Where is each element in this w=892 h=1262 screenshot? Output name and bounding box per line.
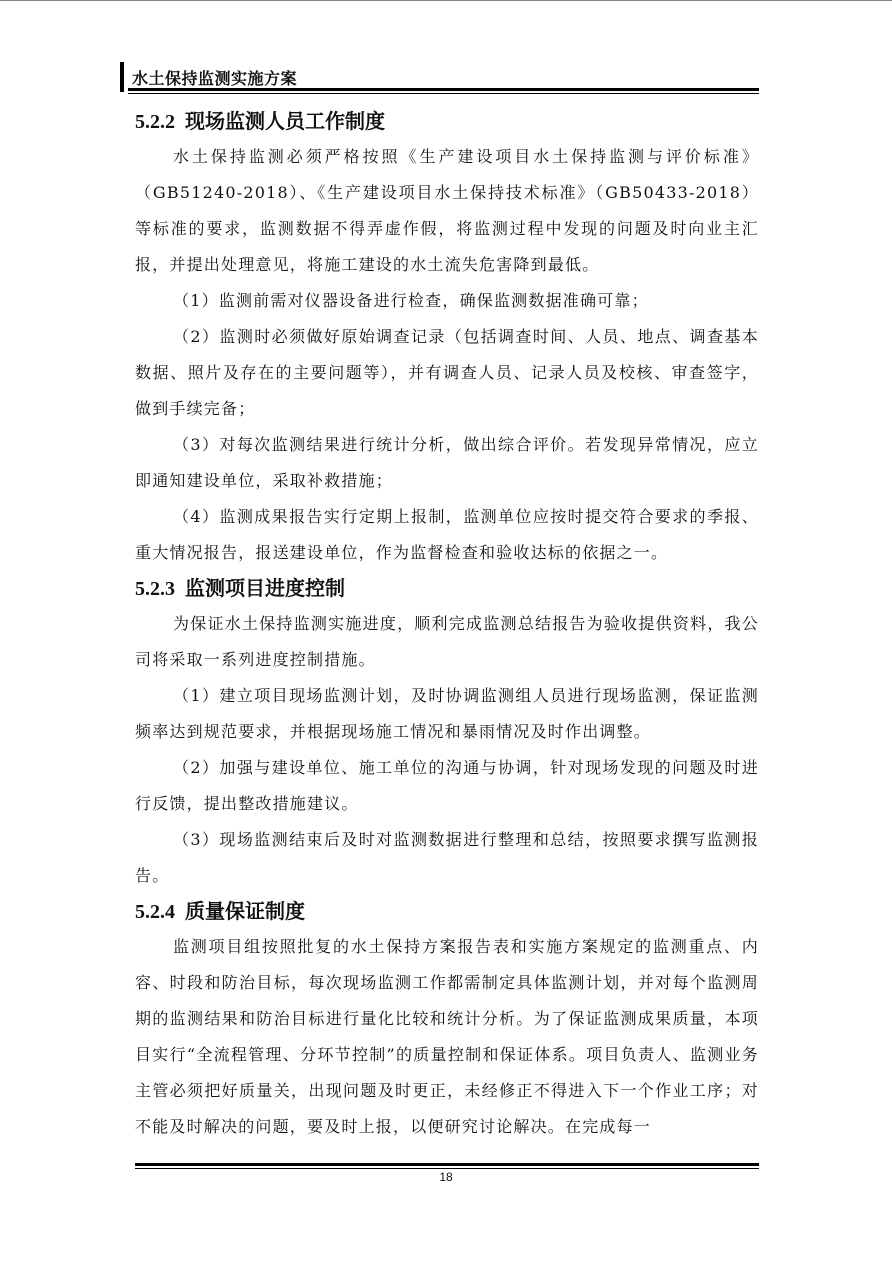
page-content xyxy=(135,104,759,1145)
section-5-2-4 xyxy=(135,894,759,1145)
section-number: 5.2.2 xyxy=(135,111,175,133)
paragraph: （3）现场监测结束后及时对监测数据进行整理和总结，按照要求撰写监测报告。 xyxy=(135,830,759,885)
footer-rule-thin xyxy=(135,1168,759,1169)
paragraph: 监测项目组按照批复的水土保持方案报告表和实施方案规定的监测重点、内容、时段和防治目标，每次现场监测工作都需制定具体监测计划，并对每个监测周期的监测结果和防治目标进行量化比较和统计分析。为了保证监测成果质量，本项目实行“全流程管理、分环节控制”的质量控制和保证体系。项目负责人、监测业务主管必须把好质量关，出现问题及时更正，未经修正不得进入下一个作业工序；对不能及时解决的问题，要及时上报，以便研究讨论解决。在完成每一 xyxy=(135,937,759,1136)
paragraph: （2）加强与建设单位、施工单位的沟通与协调，针对现场发现的问题及时进行反馈，提出整改措施建议。 xyxy=(135,758,759,813)
paragraph: （2）监测时必须做好原始调查记录（包括调查时间、人员、地点、调查基本数据、照片及存在的主要问题等），并有调查人员、记录人员及校核、审查签字，做到手续完备； xyxy=(135,327,759,418)
section-title: 现场监测人员工作制度 xyxy=(185,109,385,133)
section-5-2-2 xyxy=(135,104,759,571)
section-title: 监测项目进度控制 xyxy=(185,576,345,600)
paragraph: （4）监测成果报告实行定期上报制，监测单位应按时提交符合要求的季报、重大情况报告，报送建设单位，作为监督检查和验收达标的依据之一。 xyxy=(135,507,759,562)
paragraph: 为保证水土保持监测实施进度，顺利完成监测总结报告为验收提供资料，我公司将采取一系列进度控制措施。 xyxy=(135,614,759,669)
header-title: 水土保持监测实施方案 xyxy=(132,69,298,88)
header-rule-thick xyxy=(128,88,759,91)
paragraph: 水土保持监测必须严格按照《生产建设项目水土保持监测与评价标准》（GB51240-2018）、《生产建设项目水土保持技术标准》（GB50433-2018）等标准的要求，监测数据不得弄虚作假，将监测过程中发现的问题及时向业主汇报，并提出处理意见，将施工建设的水土流失危害降到最低。 xyxy=(135,147,759,274)
header-rule-thin xyxy=(128,93,759,94)
header-accent-bar xyxy=(120,62,124,92)
paragraph: （1）监测前需对仪器设备进行检查，确保监测数据准确可靠； xyxy=(173,291,649,310)
footer-rule-thick xyxy=(135,1163,759,1166)
page-top-border xyxy=(0,0,892,1)
section-number: 5.2.3 xyxy=(135,578,175,600)
section-title: 质量保证制度 xyxy=(185,899,305,923)
page-number: 18 xyxy=(439,1170,453,1184)
section-5-2-3 xyxy=(135,571,759,894)
section-heading xyxy=(135,104,759,139)
paragraph: （1）建立项目现场监测计划，及时协调监测组人员进行现场监测，保证监测频率达到规范要求，并根据现场施工情况和暴雨情况及时作出调整。 xyxy=(135,686,759,741)
section-number: 5.2.4 xyxy=(135,901,175,923)
paragraph: （3）对每次监测结果进行统计分析，做出综合评价。若发现异常情况，应立即通知建设单位，采取补救措施； xyxy=(135,435,759,490)
section-heading xyxy=(135,894,759,929)
section-heading xyxy=(135,571,759,606)
